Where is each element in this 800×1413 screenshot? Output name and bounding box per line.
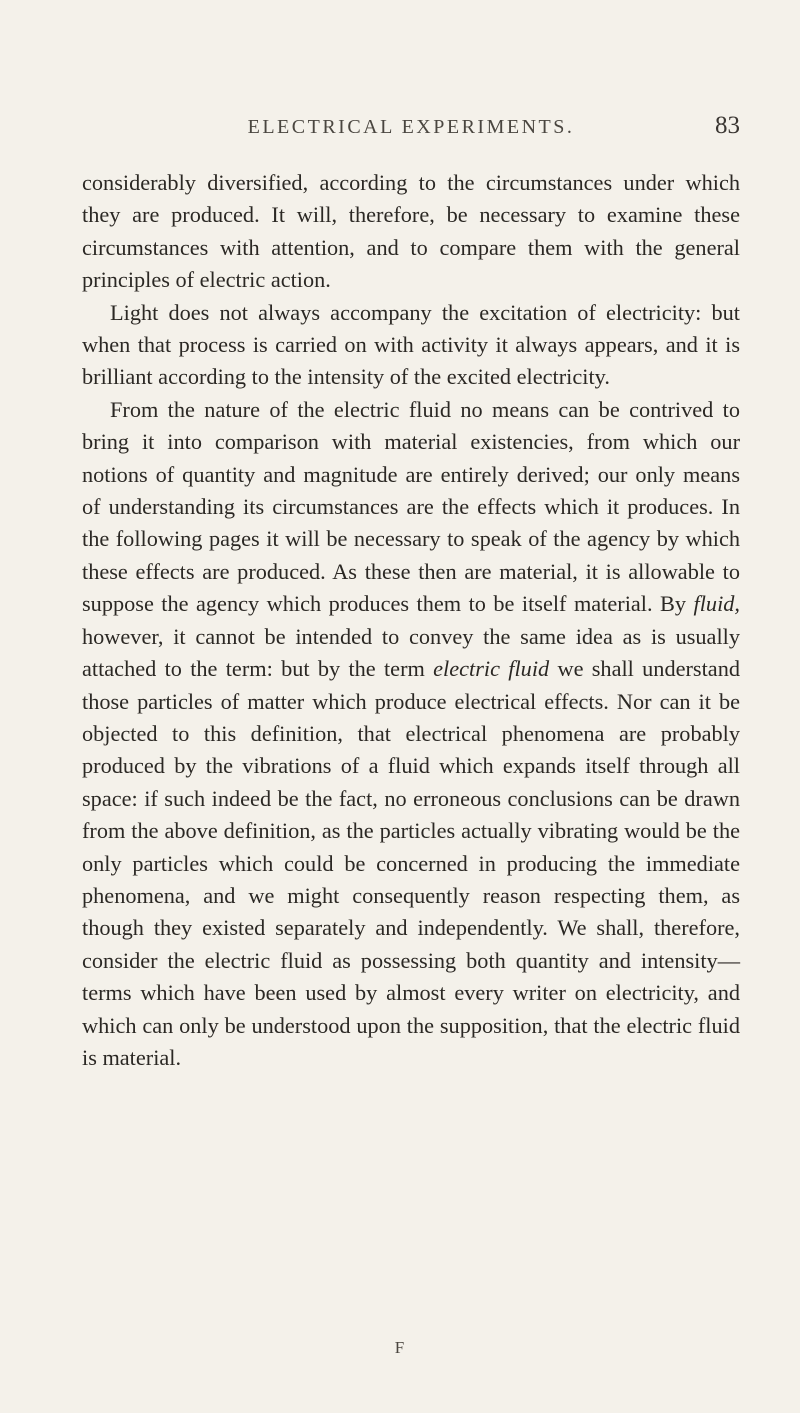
paragraph-continued: considerably diversified, according to the circumstances under which they are produced. It will, therefore, be necessary to examine these circumstances with attention, and to compare them with the general principles of electric action. xyxy=(82,170,740,293)
italic-term-fluid: fluid, xyxy=(693,591,740,617)
paragraph-light: Light does not always accompany the excitation of electricity: but when that process is carried on with activity it always appears, and it is brilliant according to the intensity of the excited electricity. xyxy=(82,299,740,390)
paragraph-text: however, it cannot be intended to convey the same idea as is usually attached to the term: but by the term xyxy=(82,623,740,682)
paragraph-text: From the nature of the electric fluid no means can be contrived to bring it into comparison with material existencies, from which our notions of quantity and magnitude are entirely derived; our only means of understanding its circumstances are the effects which it produces. In the following pages it will be necessary to speak of the agency by which these effects are produced. As these then are material, it is allowable to suppose the agency which produces them to be itself material. By xyxy=(82,396,740,617)
running-title: ELECTRICAL EXPERIMENTS. xyxy=(247,116,575,138)
running-head xyxy=(82,112,740,146)
italic-term-electric-fluid: electric fluid xyxy=(433,656,550,682)
body-text xyxy=(82,167,740,1074)
paragraph-text: we shall understand those particles of matter which produce electrical effects. Nor can it be objected to this definition, that electrical phenomena are probably produced by the vibrations of a fluid which expands itself through all space: if such indeed be the fact, no erroneous conclusions can be drawn from the above definition, as the particles actually vibrating would be the only particles which could be concerned in producing the immediate phenomena, and we might consequently reason respecting them, as though they existed separately and independently. We shall, therefore, consider the electric fluid as possessing both quantity and intensity—terms which have been used by almost every writer on electricity, and which can only be understood upon the supposition, that the electric fluid is material. xyxy=(82,656,740,1070)
page-number: 83 xyxy=(715,112,740,139)
signature-mark: F xyxy=(394,1338,406,1357)
paragraph-electric-fluid xyxy=(82,394,740,1075)
